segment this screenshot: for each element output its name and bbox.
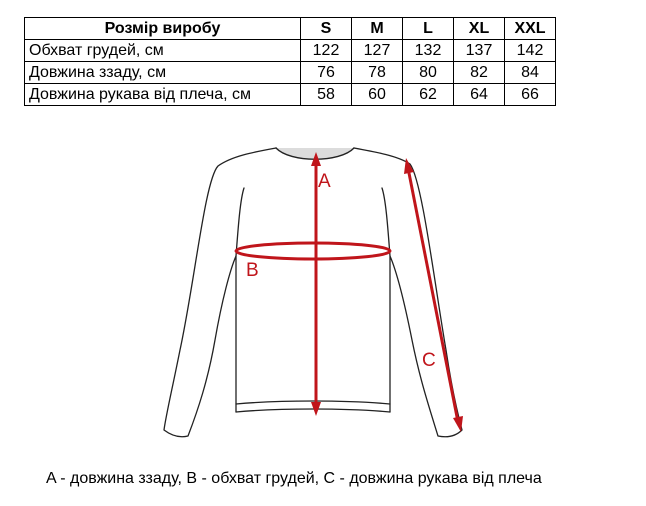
table-cell: 78 (352, 62, 403, 84)
table-cell: 137 (454, 40, 505, 62)
sweater-hem (236, 409, 390, 412)
table-cell: 60 (352, 84, 403, 106)
arrow-c-line (408, 168, 458, 422)
table-cell: 58 (301, 84, 352, 106)
table-cell: 62 (403, 84, 454, 106)
table-cell: 76 (301, 62, 352, 84)
header-size: L (403, 18, 454, 40)
table-cell: 64 (454, 84, 505, 106)
label-b: B (246, 260, 259, 281)
row-label: Обхват грудей, см (25, 40, 301, 62)
header-title: Розмір виробу (25, 18, 301, 40)
armhole-left (236, 188, 244, 256)
table-cell: 66 (505, 84, 556, 106)
table-cell: 132 (403, 40, 454, 62)
header-size: XXL (505, 18, 556, 40)
ellipse-b (236, 243, 390, 259)
header-size: M (352, 18, 403, 40)
table-cell: 127 (352, 40, 403, 62)
table-cell: 84 (505, 62, 556, 84)
sweater-left-side (164, 148, 276, 437)
header-size: S (301, 18, 352, 40)
sweater-right-side (354, 148, 462, 437)
arrow-c-head-top (404, 158, 414, 174)
table-cell: 142 (505, 40, 556, 62)
table-cell: 122 (301, 40, 352, 62)
table-cell: 82 (454, 62, 505, 84)
header-size: XL (454, 18, 505, 40)
label-c: C (422, 350, 436, 371)
row-label: Довжина ззаду, см (25, 62, 301, 84)
caption: A - довжина ззаду, B - обхват грудей, C - довжина рукава від плеча (46, 470, 542, 487)
armhole-right (382, 188, 390, 256)
table-cell: 80 (403, 62, 454, 84)
label-a: A (318, 171, 331, 192)
row-label: Довжина рукава від плеча, см (25, 84, 301, 106)
